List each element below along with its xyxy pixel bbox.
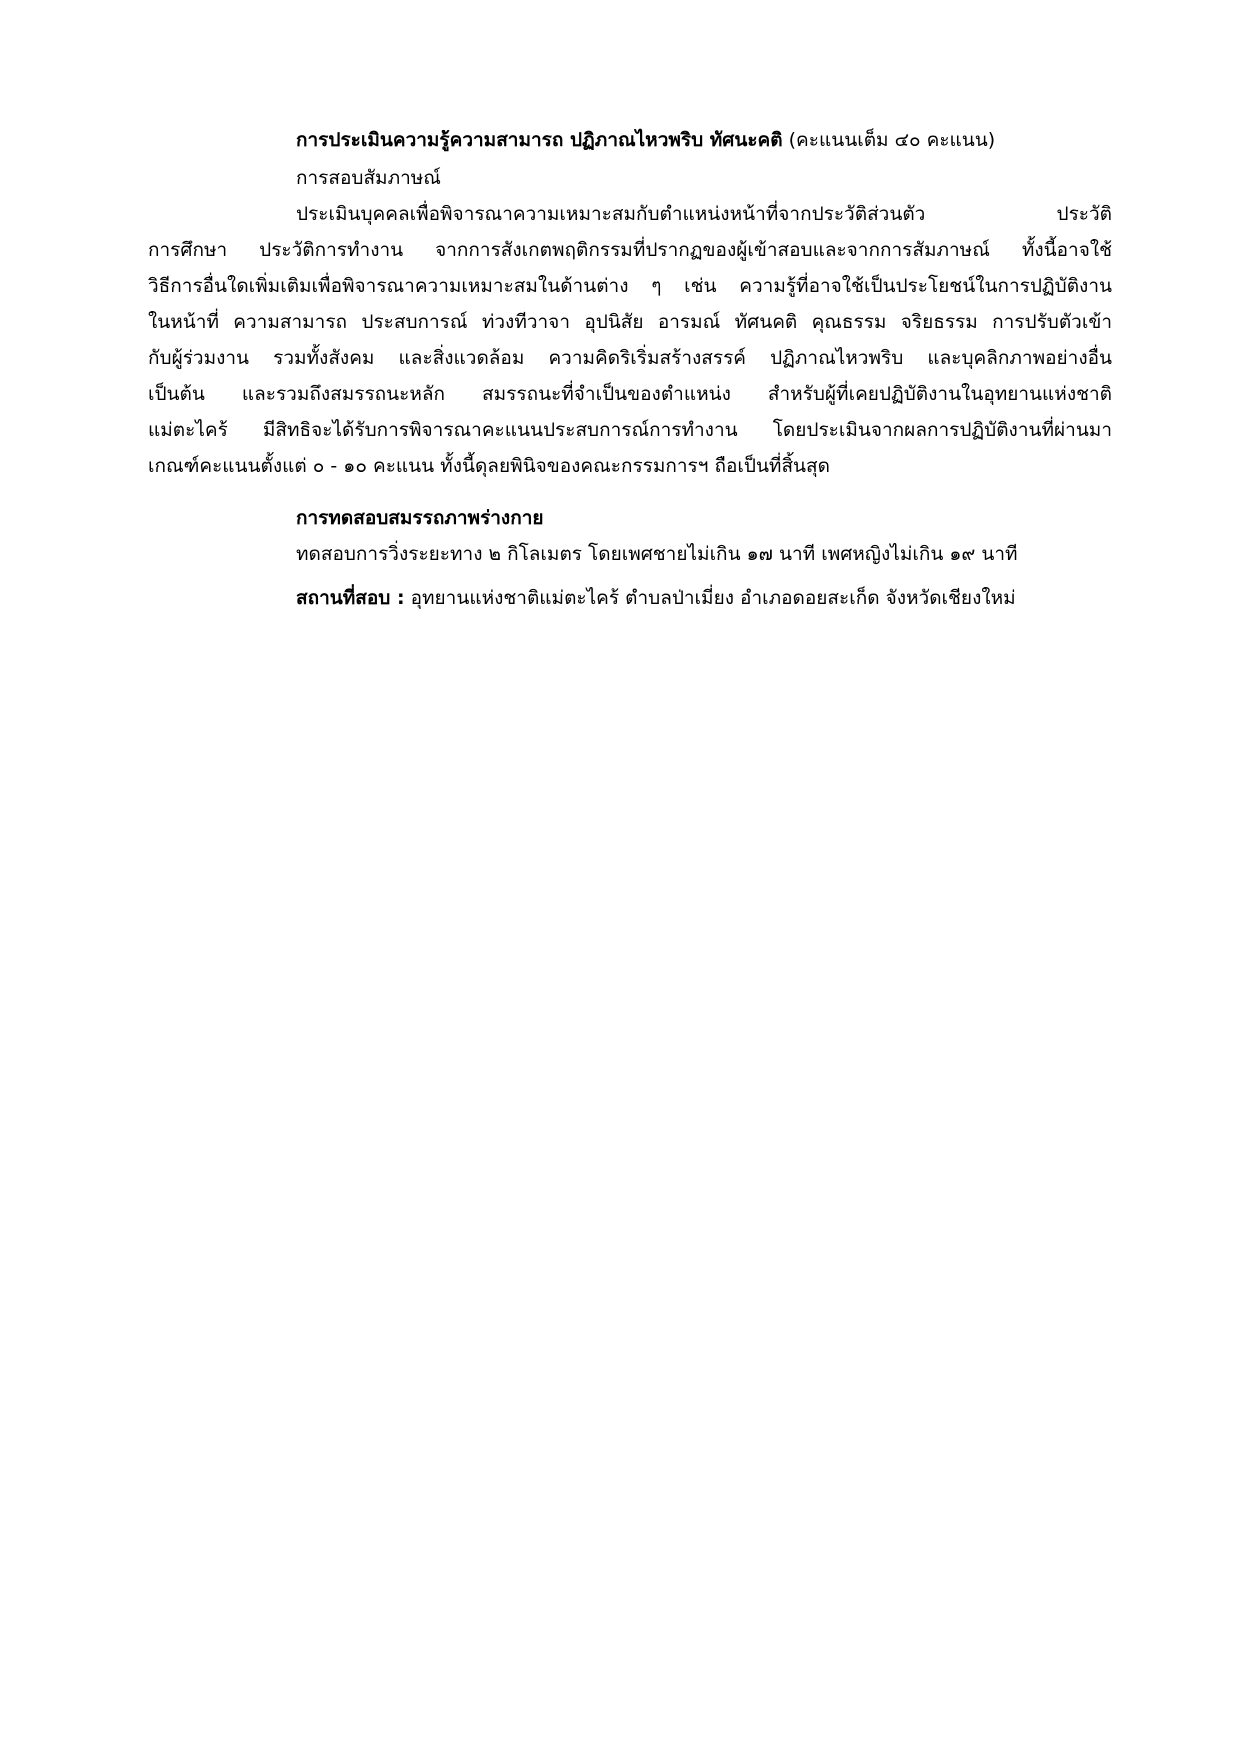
paragraph-line: เกณฑ์คะแนนตั้งแต่ ๐ - ๑๐ คะแนน ทั้งนี้ดุลยพินิจของคณะกรรมการฯ ถือเป็นที่สิ้นสุด — [148, 455, 830, 477]
section-2-text: ทดสอบการวิ่งระยะทาง ๒ กิโลเมตร โดยเพศชายไม่เกิน ๑๗ นาที เพศหญิงไม่เกิน ๑๙ นาที — [296, 543, 1018, 565]
section-2-heading: การทดสอบสมรรถภาพร่างกาย — [296, 507, 544, 529]
paragraph-line: ประเมินบุคคลเพื่อพิจารณาความเหมาะสมกับตำแหน่งหน้าที่จากประวัติส่วนตัว ประวัติ — [296, 203, 1112, 225]
paragraph-line: วิธีการอื่นใดเพิ่มเติมเพื่อพิจารณาความเหมาะสมในด้านต่าง ๆ เช่น ความรู้ที่อาจใช้เป็นประโยชน์ในการปฏิบัติงาน — [148, 275, 1112, 297]
paragraph-line: การศึกษา ประวัติการทำงาน จากการสังเกตพฤติกรรมที่ปรากฏของผู้เข้าสอบและจากการสัมภาษณ์ ทั้งนี้อาจใช้ — [148, 239, 1112, 261]
venue-label: สถานที่สอบ : — [296, 587, 405, 609]
paragraph-line: กับผู้ร่วมงาน รวมทั้งสังคม และสิ่งแวดล้อม ความคิดริเริ่มสร้างสรรค์ ปฏิภาณไหวพริบ และบุคลิกภาพอย่างอื่น — [148, 347, 1112, 369]
section-1-heading-bold: การประเมินความรู้ความสามารถ ปฏิภาณไหวพริบ ทัศนะคติ — [296, 129, 783, 151]
paragraph-line: เป็นต้น และรวมถึงสมรรถนะหลัก สมรรถนะที่จำเป็นของตำแหน่ง สำหรับผู้ที่เคยปฏิบัติงานในอุทยานแห่งชาติ — [148, 383, 1112, 405]
section-1-heading-suffix: (คะแนนเต็ม ๔๐ คะแนน) — [782, 129, 996, 151]
venue-line — [296, 580, 1016, 616]
section-1-subheading: การสอบสัมภาษณ์ — [296, 167, 441, 189]
paragraph-line: แม่ตะไคร้ มีสิทธิจะได้รับการพิจารณาคะแนนประสบการณ์การทำงาน โดยประเมินจากผลการปฏิบัติงานที่ผ่านมา — [148, 419, 1112, 441]
paragraph-line: ในหน้าที่ ความสามารถ ประสบการณ์ ท่วงทีวาจา อุปนิสัย อารมณ์ ทัศนคติ คุณธรรม จริยธรรม การปรับตัวเข้า — [148, 311, 1112, 333]
venue-text: อุทยานแห่งชาติแม่ตะไคร้ ตำบลป่าเมี่ยง อำเภอดอยสะเก็ด จังหวัดเชียงใหม่ — [404, 587, 1016, 609]
section-1-heading — [296, 122, 995, 158]
